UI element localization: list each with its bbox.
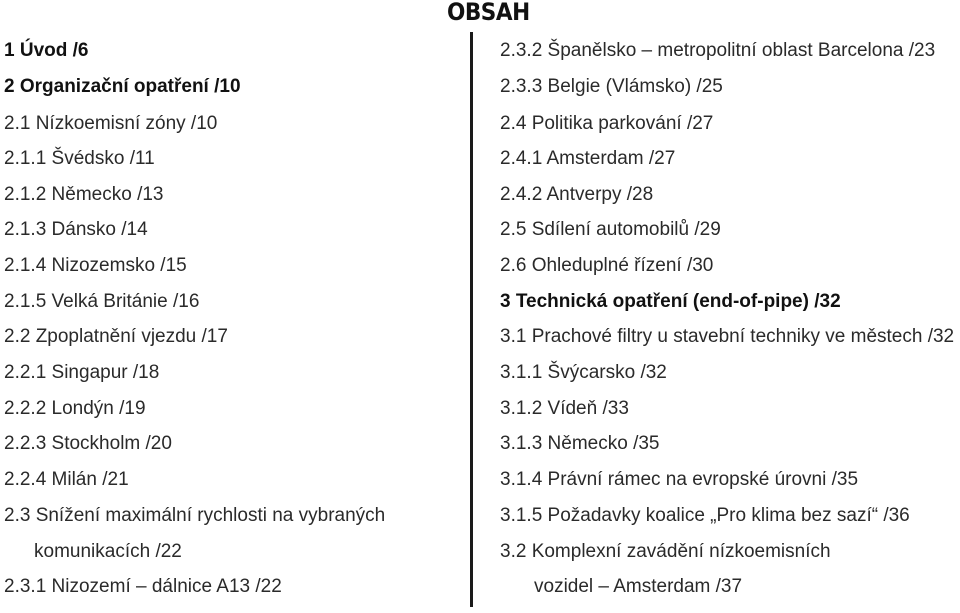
toc-entry[interactable]: 2.4.2 Antverpy /28 [500,184,654,205]
toc-entry[interactable]: 3.1.1 Švýcarsko /32 [500,362,667,383]
toc-entry[interactable]: 2.1 Nízkoemisní zóny /10 [4,113,218,134]
toc-entry[interactable]: 2.1.3 Dánsko /14 [4,219,148,240]
toc-entry[interactable]: 2.1.1 Švédsko /11 [4,148,155,169]
toc-entry[interactable]: 2.3.3 Belgie (Vlámsko) /25 [500,76,723,97]
toc-entry[interactable]: 2.4 Politika parkování /27 [500,113,714,134]
toc-entry[interactable]: 2.2.3 Stockholm /20 [4,433,172,454]
toc-entry[interactable]: 2 Organizační opatření /10 [4,76,241,97]
column-divider [470,32,473,607]
toc-entry[interactable]: 2.1.5 Velká Británie /16 [4,291,200,312]
toc-entry[interactable]: 2.2.4 Milán /21 [4,469,129,490]
toc-entry[interactable]: 2.5 Sdílení automobilů /29 [500,219,721,240]
toc-entry[interactable]: 3 Technická opatření (end-of-pipe) /32 [500,291,841,312]
toc-entry[interactable]: 2.1.2 Německo /13 [4,184,164,205]
toc-entry-continuation[interactable]: vozidel – Amsterdam /37 [534,576,743,597]
toc-entry[interactable]: 2.3.1 Nizozemí – dálnice A13 /22 [4,576,282,597]
toc-entry[interactable]: 2.3 Snížení maximální rychlosti na vybraných [4,505,386,526]
toc-entry[interactable]: 3.1.2 Vídeň /33 [500,398,629,419]
toc-entry[interactable]: 2.3.2 Španělsko – metropolitní oblast Barcelona /23 [500,40,936,61]
toc-entry[interactable]: 3.2 Komplexní zavádění nízkoemisních [500,541,831,562]
toc-entry[interactable]: 2.6 Ohleduplné řízení /30 [500,255,714,276]
toc-entry[interactable]: 2.1.4 Nizozemsko /15 [4,255,187,276]
toc-entry[interactable]: 3.1 Prachové filtry u stavební techniky ve městech /32 [500,326,955,347]
toc-entry[interactable]: 3.1.5 Požadavky koalice „Pro klima bez sazí“ /36 [500,505,910,526]
toc-entry[interactable]: 2.2.1 Singapur /18 [4,362,160,383]
page-title: OBSAH [447,0,530,26]
toc-entry[interactable]: 1 Úvod /6 [4,40,89,61]
toc-entry[interactable]: 2.4.1 Amsterdam /27 [500,148,676,169]
toc-entry-continuation[interactable]: komunikacích /22 [34,541,182,562]
toc-entry[interactable]: 3.1.3 Německo /35 [500,433,660,454]
toc-entry[interactable]: 3.1.4 Právní rámec na evropské úrovni /35 [500,469,859,490]
toc-entry[interactable]: 2.2.2 Londýn /19 [4,398,146,419]
toc-entry[interactable]: 2.2 Zpoplatnění vjezdu /17 [4,326,228,347]
